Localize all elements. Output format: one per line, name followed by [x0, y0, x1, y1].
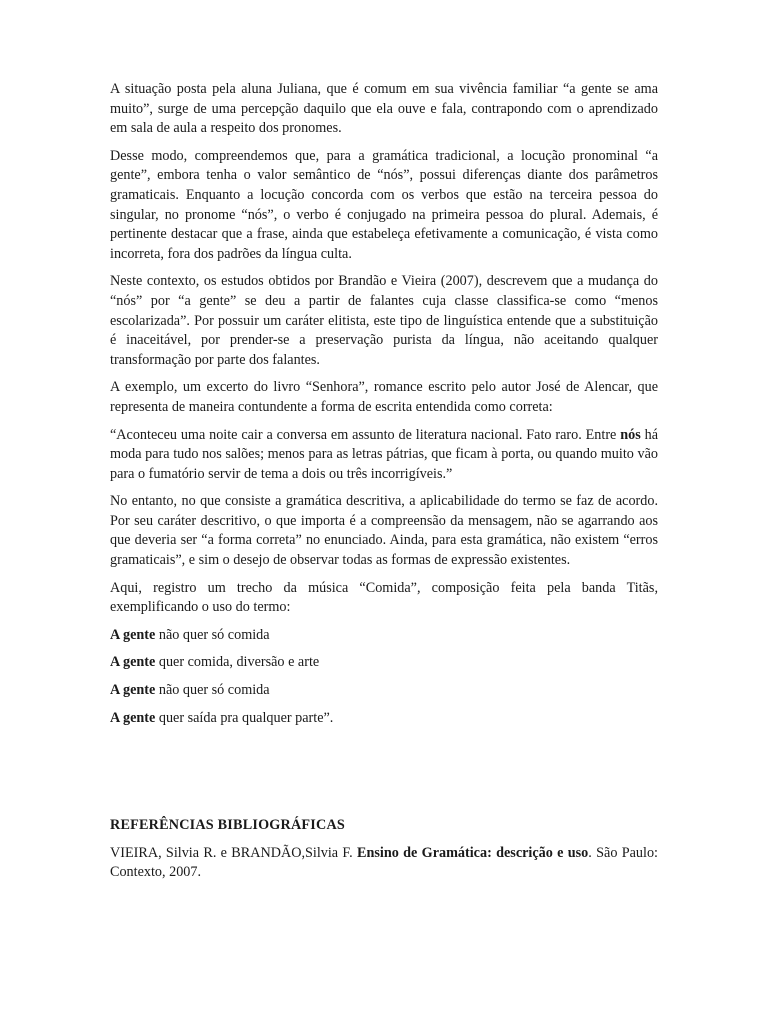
references-section: [110, 816, 658, 883]
quote-senhora: [110, 426, 658, 485]
paragraph-brandao-vieira: Neste contexto, os estudos obtidos por Brandão e Vieira (2007), descrevem que a mudança do “nós” por “a gente” se deu a partir de falantes cuja classe classifica-se como “menos escolarizada”. Por possuir um caráter elitista, este tipo de linguística entende que a substituição é inaceitável, por prender-se a preservação purista da língua, não aceitando qualquer transformação por parte dos falantes.: [110, 273, 658, 368]
song-excerpt: [110, 626, 658, 728]
quote-bold-word: nós: [620, 426, 641, 443]
paragraph-gramatica-descritiva: No entanto, no que consiste a gramática descritiva, a aplicabilidade do termo se faz de acordo. Por seu caráter descritivo, o que importa é a compreensão da mensagem, não se agarrando aos que deveria ser “a forma correta” no enunciado. Ainda, para esta gramática, não existem “erros gramaticais”, e sim o desejo de observar todas as formas de expressão existentes.: [110, 493, 658, 569]
quote-text-before: “Aconteceu uma noite cair a conversa em assunto de literatura nacional. Fato raro. Entre: [110, 426, 621, 443]
song-line: [110, 653, 658, 673]
reference-publisher: . São Paulo: Contexto, 2007.: [110, 844, 659, 881]
song-line: [110, 626, 658, 646]
song-line-subject: A gente: [110, 626, 156, 643]
paragraph-musica-intro: Aqui, registro um trecho da música “Comida”, composição feita pela banda Titãs, exemplificando o uso do termo:: [110, 579, 658, 616]
song-line-text: quer comida, diversão e arte: [155, 654, 320, 671]
song-line-text: não quer só comida: [155, 682, 270, 699]
song-line-subject: A gente: [110, 654, 156, 671]
paragraph-senhora-intro: A exemplo, um excerto do livro “Senhora”, romance escrito pelo autor José de Alencar, que representa de maneira contundente a forma de escrita entendida como correta:: [110, 379, 658, 415]
document-page: [110, 80, 658, 891]
paragraph-juliana: A situação posta pela aluna Juliana, que é comum em sua vivência familiar “a gente se ama muito”, surge de uma percepção daquilo que ela ouve e fala, contrapondo com o aprendizado em sala de aula a respeito dos pronomes.: [110, 81, 658, 137]
song-line: [110, 709, 658, 729]
reference-authors: VIEIRA, Silvia R. e BRANDÃO,Silvia F.: [110, 844, 358, 861]
song-line-subject: A gente: [110, 682, 156, 699]
quote-text-after: há moda para tudo nos salões; menos para as letras pátrias, que ficam à porta, ou quando muito vão para o fumatório servir de tema a dois ou três incorrigíveis.”: [110, 426, 658, 482]
song-line-text: não quer só comida: [155, 626, 270, 643]
references-heading: REFERÊNCIAS BIBLIOGRÁFICAS: [110, 817, 346, 834]
reference-entry: [110, 844, 658, 883]
song-line-subject: A gente: [110, 709, 156, 726]
song-line-text: quer saída pra qualquer parte”.: [155, 709, 334, 726]
song-line: [110, 681, 658, 701]
paragraph-gramatica-tradicional: Desse modo, compreendemos que, para a gramática tradicional, a locução pronominal “a gente”, embora tenha o valor semântico de “nós”, possui diferenças diante dos parâmetros gramaticais. Enquanto a locução concorda com os verbos que estão na terceira pessoa do singular, no pronome “nós”, o verbo é conjugado na primeira pessoa do plural. Ademais, é pertinente destacar que a frase, ainda que estabeleça efetivamente a comunicação, é vista como incorreta, fora dos padrões da língua culta.: [110, 147, 658, 262]
reference-title: Ensino de Gramática: descrição e uso: [357, 844, 589, 861]
